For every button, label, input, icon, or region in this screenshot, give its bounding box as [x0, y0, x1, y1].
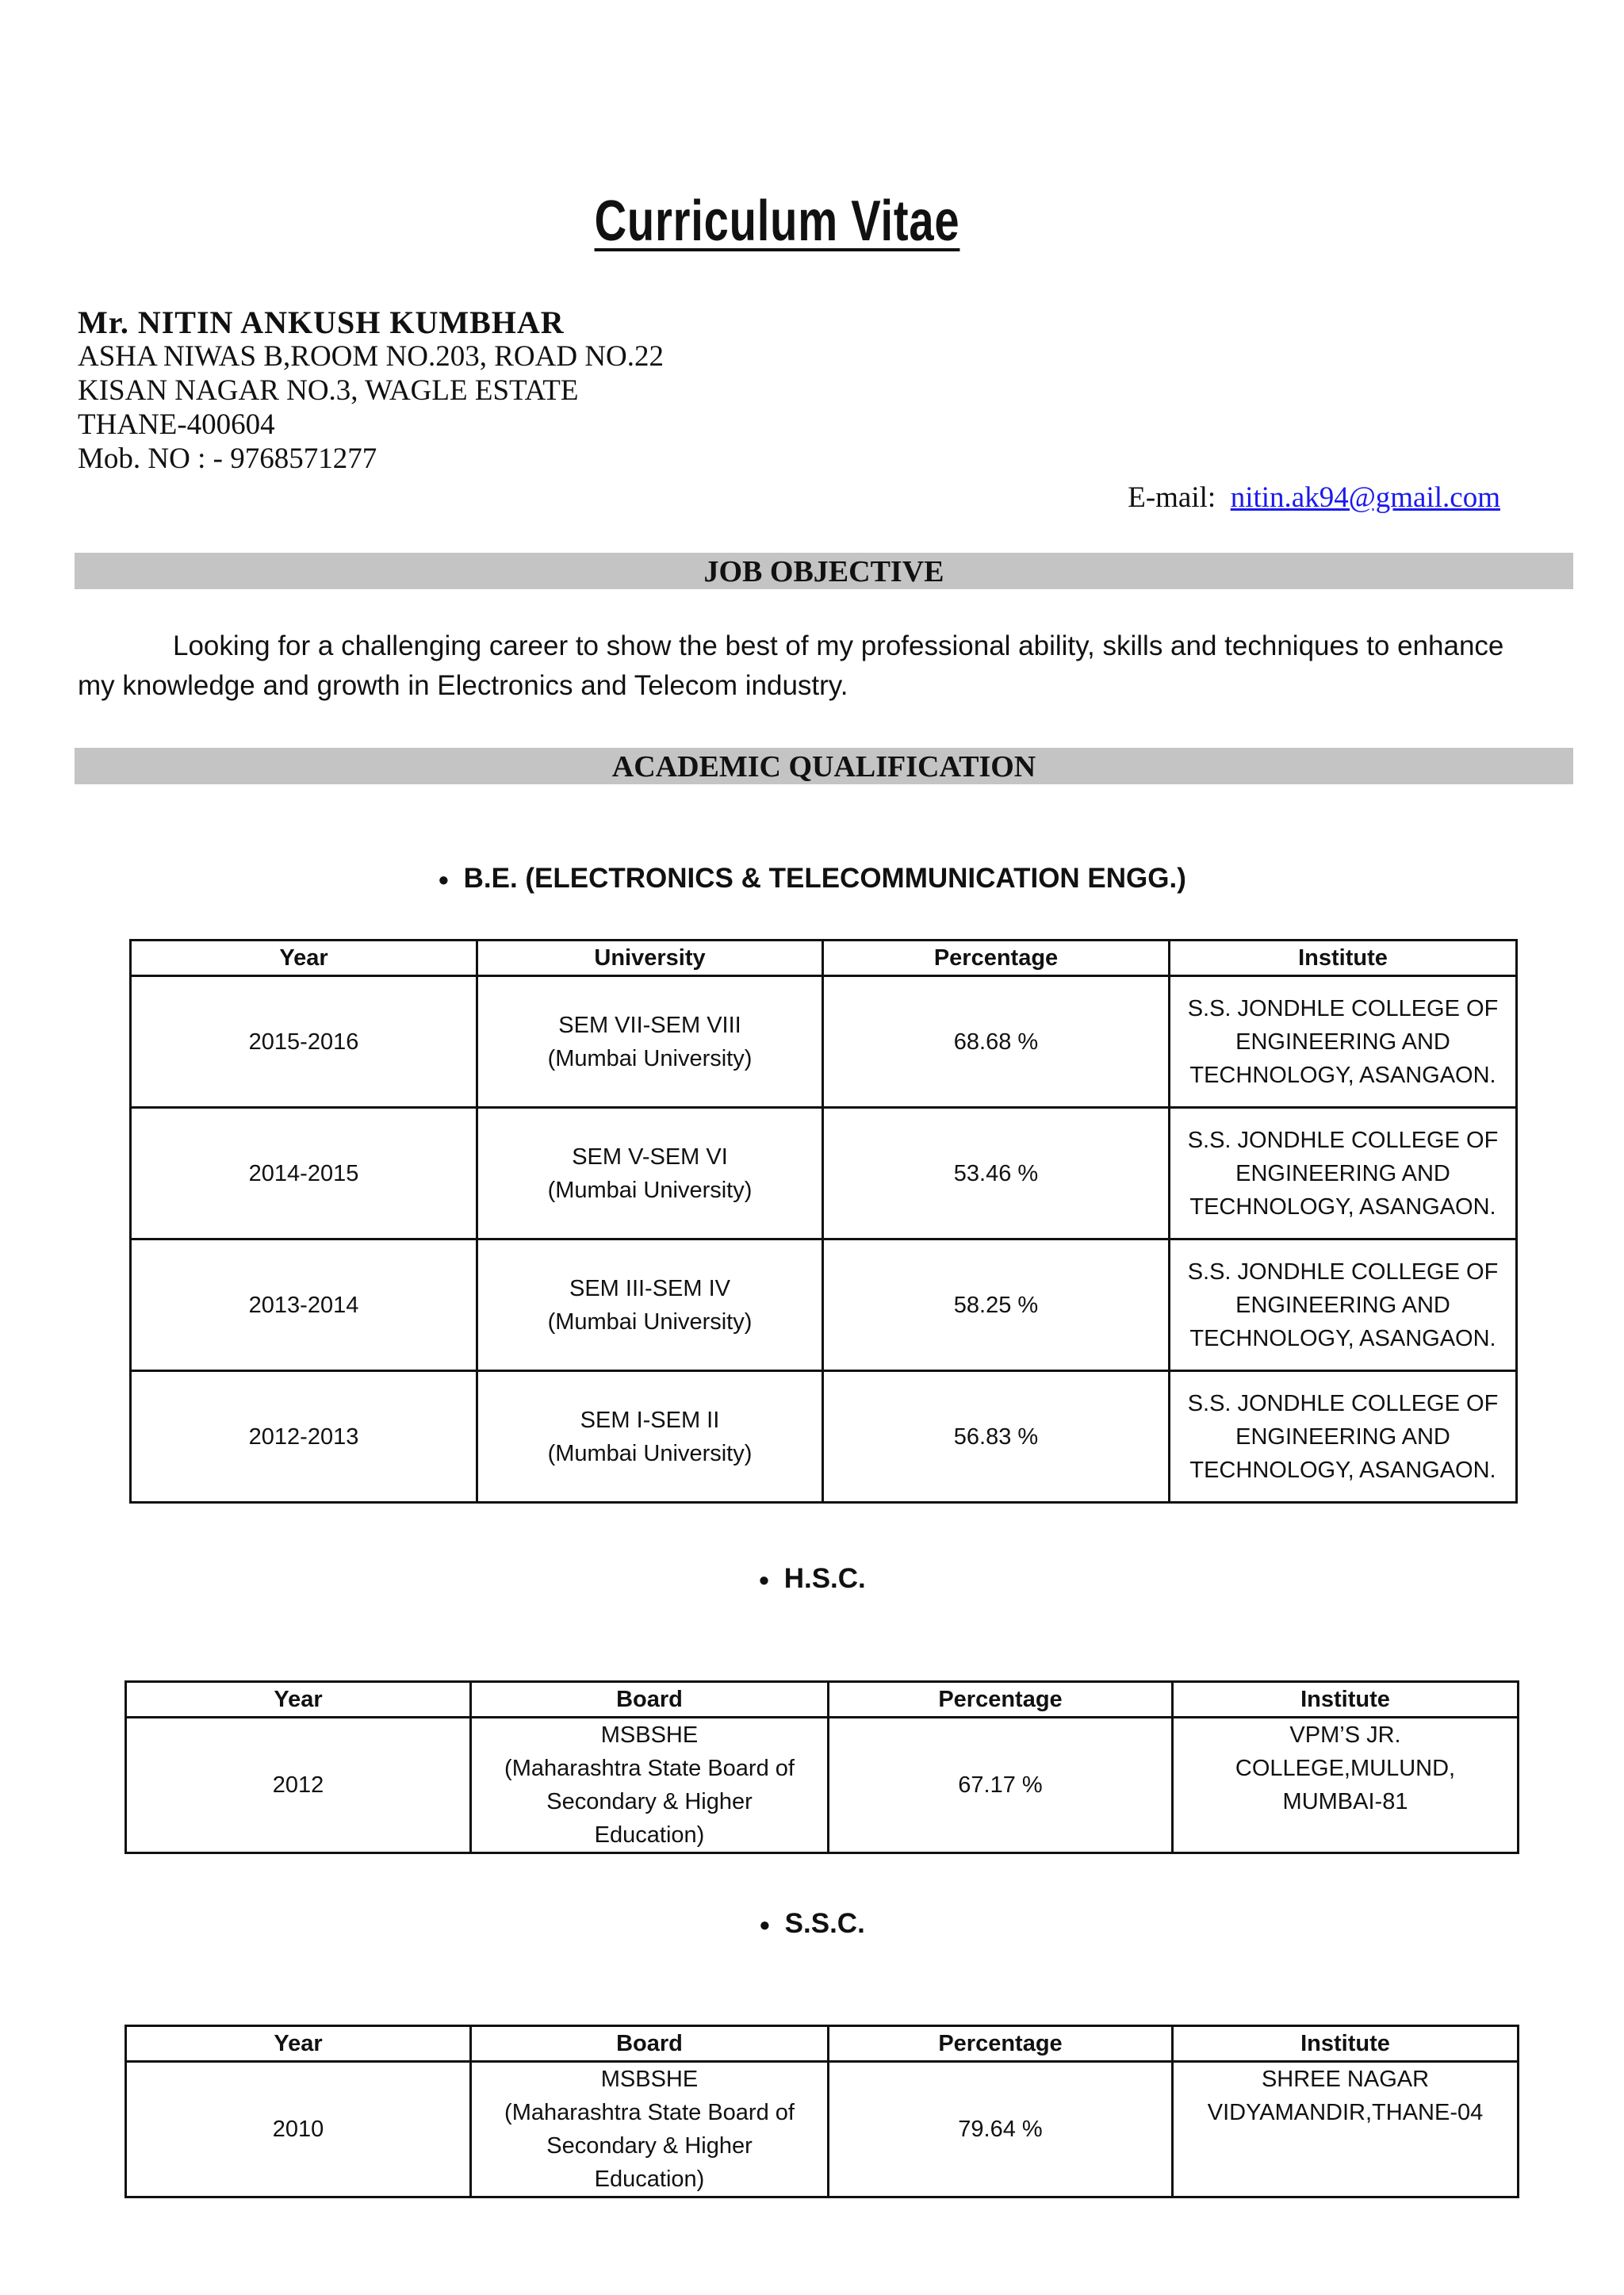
col-institute: Institute	[1170, 941, 1517, 976]
section-job-objective: JOB OBJECTIVE	[75, 553, 1573, 589]
table-row	[126, 2062, 1519, 2197]
year-cell: 2013-2014	[131, 1239, 477, 1371]
candidate-name: Mr. NITIN ANKUSH KUMBHAR	[78, 305, 565, 340]
email-line	[1128, 481, 1500, 515]
be-table	[129, 939, 1518, 1504]
email-label: E-mail:	[1128, 481, 1216, 514]
mobile-number: Mob. NO : - 9768571277	[78, 443, 377, 475]
percentage-cell: 53.46 %	[823, 1108, 1170, 1239]
col-year: Year	[131, 941, 477, 976]
table-row	[131, 1371, 1517, 1503]
year-cell: 2012-2013	[131, 1371, 477, 1503]
year-cell: 2014-2015	[131, 1108, 477, 1239]
objective-paragraph: Looking for a challenging career to show the best of my professional ability, skills and techniques to enhance my knowledge and growth in Electronics and Telecom industry.	[78, 630, 1504, 701]
section-academic-qualification: ACADEMIC QUALIFICATION	[75, 748, 1573, 784]
university-cell: SEM VII-SEM VIII (Mumbai University)	[477, 976, 823, 1108]
email-link[interactable]: nitin.ak94@gmail.com	[1230, 481, 1500, 514]
col-year: Year	[126, 1682, 471, 1718]
university-cell: SEM V-SEM VI (Mumbai University)	[477, 1108, 823, 1239]
table-row	[131, 1239, 1517, 1371]
institute-cell: S.S. JONDHLE COLLEGE OF ENGINEERING AND TECHNOLOGY, ASANGAON.	[1170, 976, 1517, 1108]
ssc-heading: ● S.S.C.	[759, 1908, 865, 1939]
table-row	[126, 1718, 1519, 1853]
institute-cell: S.S. JONDHLE COLLEGE OF ENGINEERING AND TECHNOLOGY, ASANGAON.	[1170, 1239, 1517, 1371]
percentage-cell: 56.83 %	[823, 1371, 1170, 1503]
be-heading: ● B.E. (ELECTRONICS & TELECOMMUNICATION ENGG.)	[438, 863, 1186, 894]
bullet-icon: ●	[759, 1914, 771, 1936]
page-title: Curriculum Vitae	[594, 190, 960, 253]
hsc-table	[124, 1680, 1519, 1854]
col-percentage: Percentage	[829, 1682, 1173, 1718]
institute-cell: S.S. JONDHLE COLLEGE OF ENGINEERING AND TECHNOLOGY, ASANGAON.	[1170, 1108, 1517, 1239]
institute-cell: SHREE NAGAR VIDYAMANDIR,THANE-04	[1173, 2062, 1519, 2197]
col-year: Year	[126, 2026, 471, 2062]
address-line-3: THANE-400604	[78, 408, 275, 441]
col-percentage: Percentage	[823, 941, 1170, 976]
col-percentage: Percentage	[829, 2026, 1173, 2062]
contact-block	[78, 305, 664, 476]
board-cell: MSBSHE (Maharashtra State Board of Secondary & Higher Education)	[471, 2062, 829, 2197]
bullet-icon: ●	[438, 868, 450, 891]
table-header-row	[126, 2026, 1519, 2062]
university-cell: SEM III-SEM IV (Mumbai University)	[477, 1239, 823, 1371]
hsc-heading: ● H.S.C.	[758, 1563, 866, 1594]
percentage-cell: 67.17 %	[829, 1718, 1173, 1853]
address-line-1: ASHA NIWAS B,ROOM NO.203, ROAD NO.22	[78, 340, 665, 373]
bullet-icon: ●	[758, 1569, 770, 1591]
col-institute: Institute	[1173, 1682, 1519, 1718]
objective-text	[78, 626, 1505, 706]
table-header-row	[131, 941, 1517, 976]
institute-cell: VPM’S JR. COLLEGE,MULUND, MUMBAI-81	[1173, 1718, 1519, 1853]
percentage-cell: 68.68 %	[823, 976, 1170, 1108]
col-institute: Institute	[1173, 2026, 1519, 2062]
table-row	[131, 976, 1517, 1108]
year-cell: 2010	[126, 2062, 471, 2197]
col-board: Board	[471, 2026, 829, 2062]
institute-cell: S.S. JONDHLE COLLEGE OF ENGINEERING AND TECHNOLOGY, ASANGAON.	[1170, 1371, 1517, 1503]
col-university: University	[477, 941, 823, 976]
year-cell: 2012	[126, 1718, 471, 1853]
percentage-cell: 58.25 %	[823, 1239, 1170, 1371]
board-cell: MSBSHE (Maharashtra State Board of Secondary & Higher Education)	[471, 1718, 829, 1853]
percentage-cell: 79.64 %	[829, 2062, 1173, 2197]
table-header-row	[126, 1682, 1519, 1718]
col-board: Board	[471, 1682, 829, 1718]
year-cell: 2015-2016	[131, 976, 477, 1108]
university-cell: SEM I-SEM II (Mumbai University)	[477, 1371, 823, 1503]
address-line-2: KISAN NAGAR NO.3, WAGLE ESTATE	[78, 374, 579, 407]
ssc-table	[124, 2025, 1519, 2198]
table-row	[131, 1108, 1517, 1239]
